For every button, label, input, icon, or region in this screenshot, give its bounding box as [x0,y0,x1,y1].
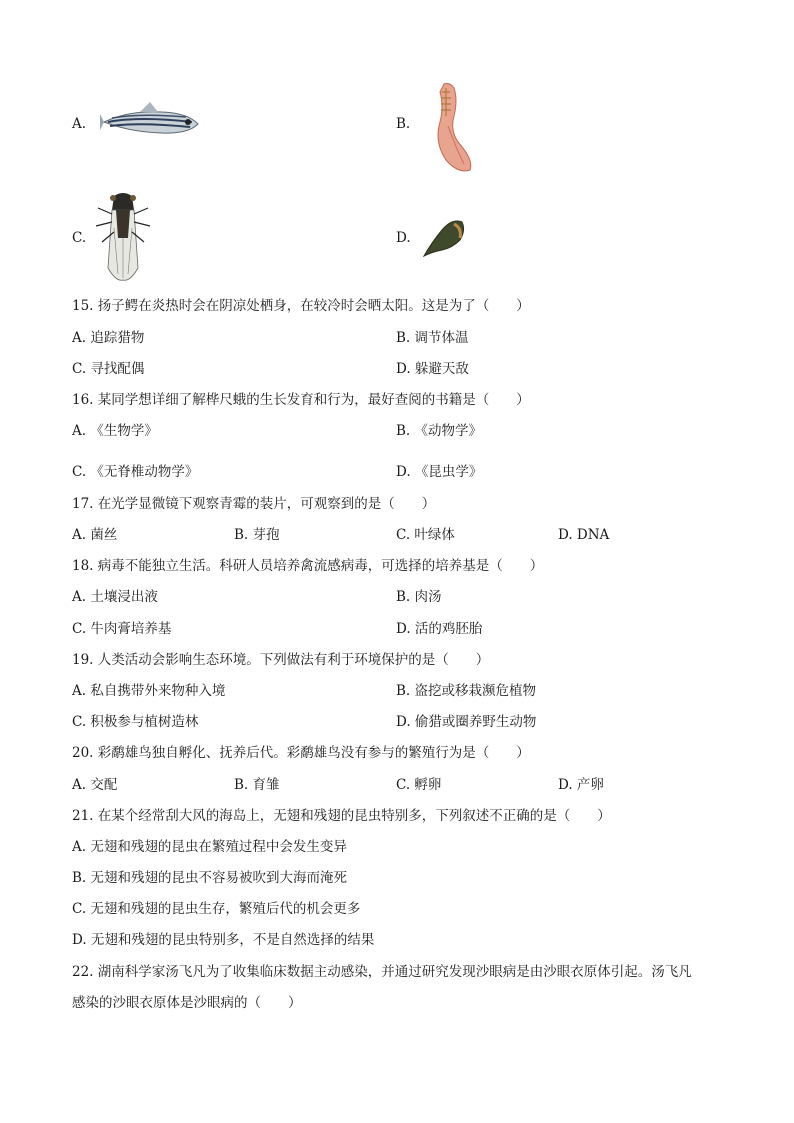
question-21-stem: 21. 在某个经常刮大风的海岛上，无翅和残翅的昆虫特别多，下列叙述不正确的是（ ） [72,808,611,824]
q17-option-b[interactable]: B. 芽孢 [234,527,280,543]
zebrafish-icon [100,100,202,142]
leech-icon [422,216,466,258]
q20-option-a[interactable]: A. 交配 [72,777,118,793]
q21-option-a[interactable]: A. 无翅和残翅的昆虫在繁殖过程中会发生变异 [72,839,347,855]
question-16-stem: 16. 某同学想详细了解桦尺蛾的生长发育和行为，最好查阅的书籍是（ ） [72,392,530,408]
question-18-stem: 18. 病毒不能独立生活。科研人员培养禽流感病毒，可选择的培养基是（ ） [72,558,544,574]
question-15-stem: 15. 扬子鳄在炎热时会在阴凉处栖身，在较冷时会晒太阳。这是为了（ ） [72,298,530,314]
option-b-label: B. [396,116,411,132]
option-a-label: A. [72,116,87,132]
q20-option-b[interactable]: B. 育雏 [234,777,280,793]
q21-option-d[interactable]: D. 无翅和残翅的昆虫特别多，不是自然选择的结果 [72,932,375,948]
q15-option-c[interactable]: C. 寻找配偶 [72,361,145,377]
question-20-stem: 20. 彩鹬雄鸟独自孵化、抚养后代。彩鹬雄鸟没有参与的繁殖行为是（ ） [72,745,530,761]
q19-option-a[interactable]: A. 私自携带外来物种入境 [72,683,226,699]
q15-option-b[interactable]: B. 调节体温 [396,330,469,346]
q18-option-a[interactable]: A. 土壤浸出液 [72,589,158,605]
q16-option-b[interactable]: B. 《动物学》 [396,423,483,439]
option-d-label: D. [396,230,411,246]
q15-option-a[interactable]: A. 追踪猎物 [72,330,145,346]
q21-option-b[interactable]: B. 无翅和残翅的昆虫不容易被吹到大海而淹死 [72,870,348,886]
question-22-stem-line-1: 22. 湖南科学家汤飞凡为了收集临床数据主动感染，并通过研究发现沙眼病是由沙眼衣原体引起。汤飞凡 [72,964,692,980]
q19-option-c[interactable]: C. 积极参与植树造林 [72,714,199,730]
q18-option-c[interactable]: C. 牛肉膏培养基 [72,621,172,637]
option-c-label: C. [72,230,87,246]
question-17-stem: 17. 在光学显微镜下观察青霉的装片，可观察到的是（ ） [72,496,436,512]
q17-option-d[interactable]: D. DNA [558,527,610,543]
q17-option-c[interactable]: C. 叶绿体 [396,527,455,543]
q15-option-d[interactable]: D. 躲避天敌 [396,361,469,377]
q18-option-b[interactable]: B. 肉汤 [396,589,442,605]
q19-option-d[interactable]: D. 偷猎或圈养野生动物 [396,714,537,730]
question-19-stem: 19. 人类活动会影响生态环境。下列做法有利于环境保护的是（ ） [72,652,490,668]
q17-option-a[interactable]: A. 菌丝 [72,527,118,543]
cicada-icon [94,188,152,284]
question-22-stem-line-2: 感染的沙眼衣原体是沙眼病的（ ） [72,995,302,1011]
q18-option-d[interactable]: D. 活的鸡胚胎 [396,621,483,637]
q20-option-d[interactable]: D. 产卵 [558,777,604,793]
q19-option-b[interactable]: B. 盗挖或移栽濒危植物 [396,683,537,699]
planarian-worm-icon [428,82,478,174]
q16-option-a[interactable]: A. 《生物学》 [72,423,158,439]
q16-option-c[interactable]: C. 《无脊椎动物学》 [72,464,199,480]
q21-option-c[interactable]: C. 无翅和残翅的昆虫生存，繁殖后代的机会更多 [72,901,361,917]
q16-option-d[interactable]: D. 《昆虫学》 [396,464,483,480]
q20-option-c[interactable]: C. 孵卵 [396,777,442,793]
